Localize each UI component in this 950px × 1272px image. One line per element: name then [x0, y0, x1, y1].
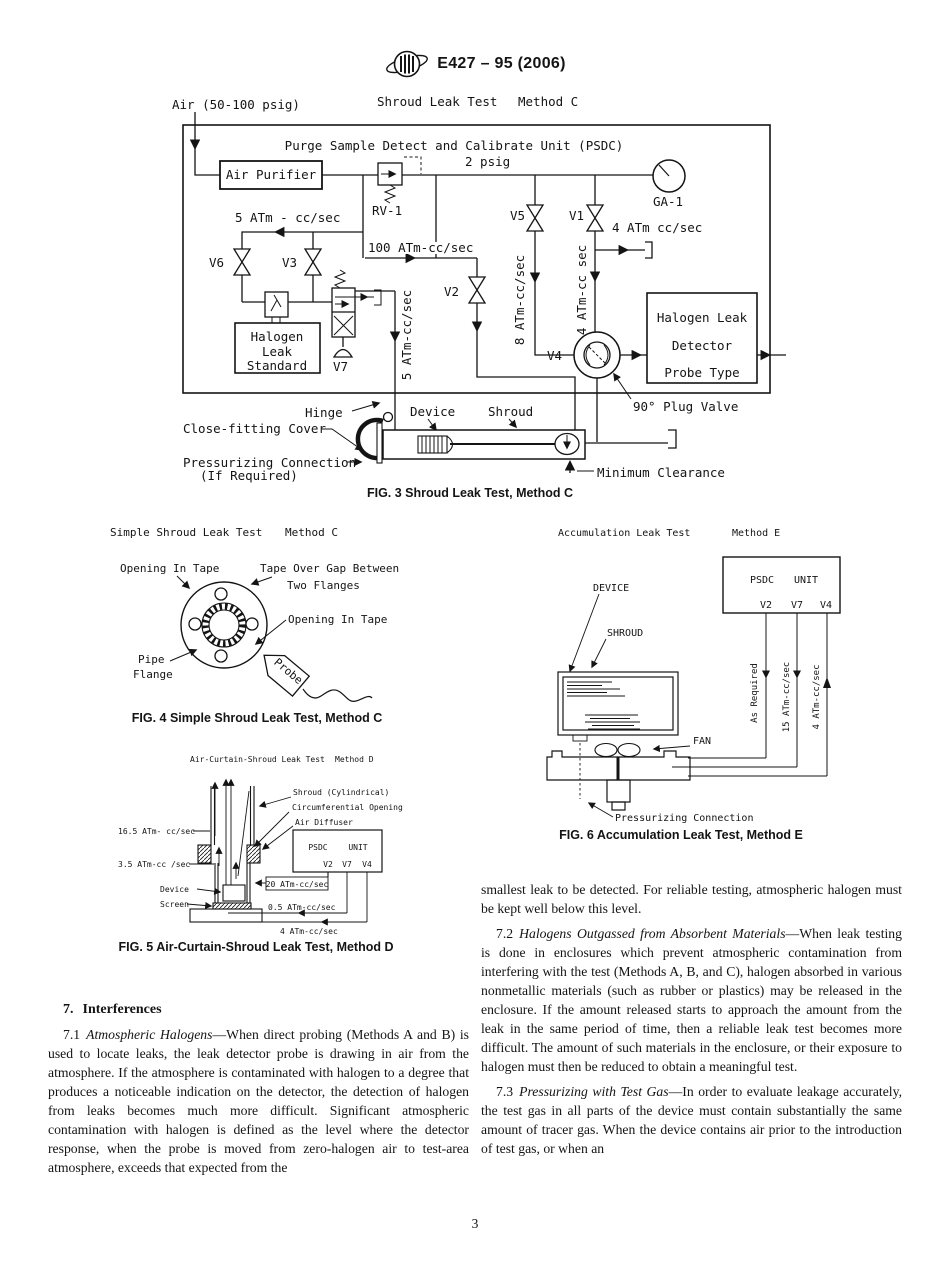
fig6-pressurizing-fitting [607, 780, 630, 802]
page-number: 3 [471, 1216, 479, 1231]
fig3-rv1-label: RV-1 [372, 203, 403, 218]
paragraph-7-1-continued: smallest leak to be detected. For reliable testing, atmospheric halogen must be kept well below this level. [481, 882, 902, 916]
fig3-v2-label: V2 [444, 284, 460, 299]
fig3-shroud-leak-test-diagram [150, 90, 830, 505]
fig3-plug-valve-label: 90° Plug Valve [633, 399, 739, 414]
fig4-tape-over-gap-label-2: Two Flanges [287, 579, 360, 592]
fig6-rate15-label: 15 ATm-cc/sec [782, 661, 792, 733]
fig4-caption: FIG. 4 Simple Shroud Leak Test, Method C [131, 711, 383, 725]
fig5-rate165-label: 16.5 ATm- cc/sec [118, 827, 196, 836]
fig6-as-required-label: As Required [750, 663, 760, 723]
fig3-caption: FIG. 3 Shroud Leak Test, Method C [366, 486, 574, 500]
fig5-rate05-label: 0.5 ATm-cc/sec [268, 903, 336, 912]
fig3-rate5-label: 5 ATm - cc/sec [235, 210, 341, 225]
fig3-air-label: Air (50-100 psig) [172, 97, 300, 112]
fig4-bolt-hole [215, 588, 227, 600]
fig6-title-method: Method E [732, 528, 781, 539]
fig6-labels [558, 528, 832, 842]
fig5-circumferential-opening-label: Circumferential Opening [292, 803, 403, 812]
fig3-v3-label: V3 [282, 255, 298, 270]
fig5-screen [213, 903, 251, 909]
fig3-title-method: Method C [518, 94, 579, 109]
paragraph-7-1: 7.1 Atmospheric Halogens—When direct probing (Methods A and B) is used to locate leaks, the leak detector probe is drawing in air from the atmosphere. If the atmosphere is contaminated with halogen to a degree that produces a noticeable indication on the detector, the detection of halogen from leaks becomes much more difficult. Significant atmospheric contamination with halogen is defined as the level where the detector response, when the probe is moved from zero-halogen air to test-area atmosphere, exceeds that expected from the [48, 1027, 469, 1175]
fig3-v7-label: V7 [333, 359, 349, 374]
fig3-valve-v6 [234, 249, 250, 275]
fig3-detector-line1: Halogen Leak [656, 310, 748, 325]
fig5-caption: FIG. 5 Air-Curtain-Shroud Leak Test, Method D [118, 940, 394, 954]
fig5-air-diffuser-right [247, 845, 260, 863]
fig6-psdc-label: PSDC [749, 575, 775, 586]
fig3-valve-v5 [527, 205, 543, 231]
fig3-valve-v3 [305, 249, 321, 275]
fig5-psdc-label: PSDC [308, 843, 328, 852]
fig6-unit-label: UNIT [793, 575, 819, 586]
fig3-cover-label: Close-fitting Cover [183, 421, 326, 436]
fig3-rate4-label: 4 ATm cc/sec [612, 220, 703, 235]
fig6-pedestal [573, 735, 587, 741]
fig4-probe-label: Probe [271, 655, 306, 687]
fig3-title: Shroud Leak Test [377, 94, 498, 109]
fig3-v1-label: V1 [569, 208, 585, 223]
fig5-shroud-label: Shroud (Cylindrical) [293, 788, 390, 797]
fig3-v4-label: V4 [547, 348, 563, 363]
astm-logo-icon [384, 48, 430, 80]
fig5-v2-label: V2 [323, 860, 333, 869]
fig5-device-box [223, 885, 245, 901]
fig6-caption: FIG. 6 Accumulation Leak Test, Method E [559, 828, 803, 842]
section-7-heading: 7. Interferences [63, 1002, 162, 1017]
fig4-probe-cable [303, 689, 372, 701]
fig5-v7-label: V7 [342, 860, 352, 869]
fig3-valve-v2 [469, 277, 485, 303]
fig4-bolt-hole [215, 650, 227, 662]
paragraph-7-2: 7.2 Halogens Outgassed from Absorbent Materials—When leak testing is done in enclosures which prevent atmospheric contamination from interfering with the test (Methods A, B, and C), halogen absorbed in various nonmetallic materials (such as rubber or plastics) may be released in the enclosure. If the amount released starts to approach the amount from the leak in the same period of time, then a reliable leak test becomes more difficult. The amount of such materials in the enclosure, or their exposure to halogen must then be reduced to obtain a meaningful test. [481, 926, 902, 1074]
fig5-rate20-label: 20 ATm-cc/sec [265, 880, 329, 889]
right-text-column [481, 880, 902, 1164]
fig6-accumulation-leak-test-diagram [490, 520, 850, 850]
fig3-rate4-vertical-label: 4 ATm-cc sec [574, 244, 589, 336]
fig3-ga1-label: GA-1 [652, 194, 684, 209]
fig5-title: Air-Curtain-Shroud Leak Test [190, 755, 325, 764]
fig6-v4-label: V4 [819, 600, 833, 611]
fig4-title-method: Method C [285, 526, 338, 539]
fig6-device-label: DEVICE [593, 583, 630, 594]
left-text-column [48, 1000, 469, 1183]
fig3-detector-line3: Probe Type [664, 365, 740, 380]
fig4-simple-shroud-leak-test-diagram [95, 520, 410, 735]
fig6-up-arrowhead [823, 677, 831, 688]
fig5-screen-label: Screen [160, 900, 189, 909]
fig4-drawing [170, 576, 372, 701]
fig6-rate4-label: 4 ATm-cc/sec [812, 664, 822, 730]
fig3-v6-label: V6 [209, 255, 225, 270]
fig4-title: Simple Shroud Leak Test [110, 526, 263, 539]
fig3-rate100-label: 100 ATm-cc/sec [368, 240, 474, 255]
fig3-hls-line1: Halogen [250, 329, 304, 344]
fig3-hls-line3: Standard [246, 358, 308, 373]
fig5-v4-label: V4 [362, 860, 372, 869]
fig6-v2-label: V2 [759, 600, 773, 611]
fig3-detector-line2: Detector [671, 338, 733, 353]
fig6-drawing [547, 557, 840, 817]
fig4-pipe-label: Pipe [138, 653, 165, 666]
fig3-hls-line2: Leak [261, 344, 293, 359]
fig5-air-diffuser-label: Air Diffuser [295, 818, 353, 827]
fig3-if-required-label: (If Required) [200, 468, 298, 483]
fig4-tape-over-gap-label-1: Tape Over Gap Between [260, 562, 400, 575]
standard-designation: E427 – 95 (2006) [437, 55, 566, 72]
fig5-rate4-label: 4 ATm-cc/sec [280, 927, 338, 936]
fig5-air-curtain-shroud-diagram [95, 745, 415, 960]
fig5-air-diffuser-left [198, 845, 211, 863]
paragraph-7-3: 7.3 Pressurizing with Test Gas—In order to evaluate leakage accurately, the test gas in all parts of the device must contain substantially the same amount of tracer gas. When the device contains air prior to the introduction of test gas, or when an [481, 1084, 902, 1156]
fig5-title-method: Method D [335, 755, 374, 764]
fig3-valve-v1 [587, 205, 603, 231]
fig4-bolt-hole [189, 618, 201, 630]
fig6-fan-blade [618, 744, 640, 757]
fig3-device-label: Device [410, 404, 456, 419]
fig4-flange-label: Flange [133, 668, 173, 681]
fig4-bolt-hole [246, 618, 258, 630]
fig3-psdc-label: Purge Sample Detect and Calibrate Unit (PSDC) [284, 138, 624, 153]
fig5-rate35-label: 3.5 ATm-cc /sec [118, 860, 191, 869]
fig3-v5-label: V5 [510, 208, 526, 223]
fig3-hinge-pin [384, 413, 393, 422]
fig3-2psig-label: 2 psig [465, 154, 511, 169]
page-header [0, 48, 950, 80]
fig3-v7-actuator [334, 350, 352, 358]
fig6-device-fins [567, 682, 625, 696]
fig3-rate5-vertical-label: 5 ATm-cc/sec [399, 289, 414, 381]
fig3-air-purifier-label: Air Purifier [225, 167, 317, 182]
fig6-fan-blade [595, 744, 617, 757]
fig4-opening-in-tape-label-2: Opening In Tape [288, 613, 388, 626]
fig5-shroud-walls [211, 786, 254, 845]
fig5-unit-label: UNIT [348, 843, 368, 852]
fig3-shroud-label: Shroud [488, 404, 534, 419]
fig6-pressurizing-label: Pressurizing Connection [615, 813, 754, 824]
fig4-opening-in-tape-label-1: Opening In Tape [120, 562, 220, 575]
fig3-rate8-vertical-label: 8 ATm-cc/sec [512, 254, 527, 346]
fig3-pressurizing-label: Pressurizing Connection [183, 455, 357, 470]
fig5-base [190, 909, 262, 922]
fig3-hinge-label: Hinge [305, 405, 343, 420]
fig3-cover-plate [377, 423, 382, 463]
fig6-shroud-label: SHROUD [607, 628, 644, 639]
fig3-min-clearance-label: Minimum Clearance [597, 465, 725, 480]
fig3-atomizer-fitting [265, 292, 288, 317]
fig6-fan-label: FAN [693, 736, 712, 747]
fig5-device-label: Device [160, 885, 189, 894]
fig6-title: Accumulation Leak Test [558, 528, 691, 539]
fig6-v7-label: V7 [790, 600, 804, 611]
